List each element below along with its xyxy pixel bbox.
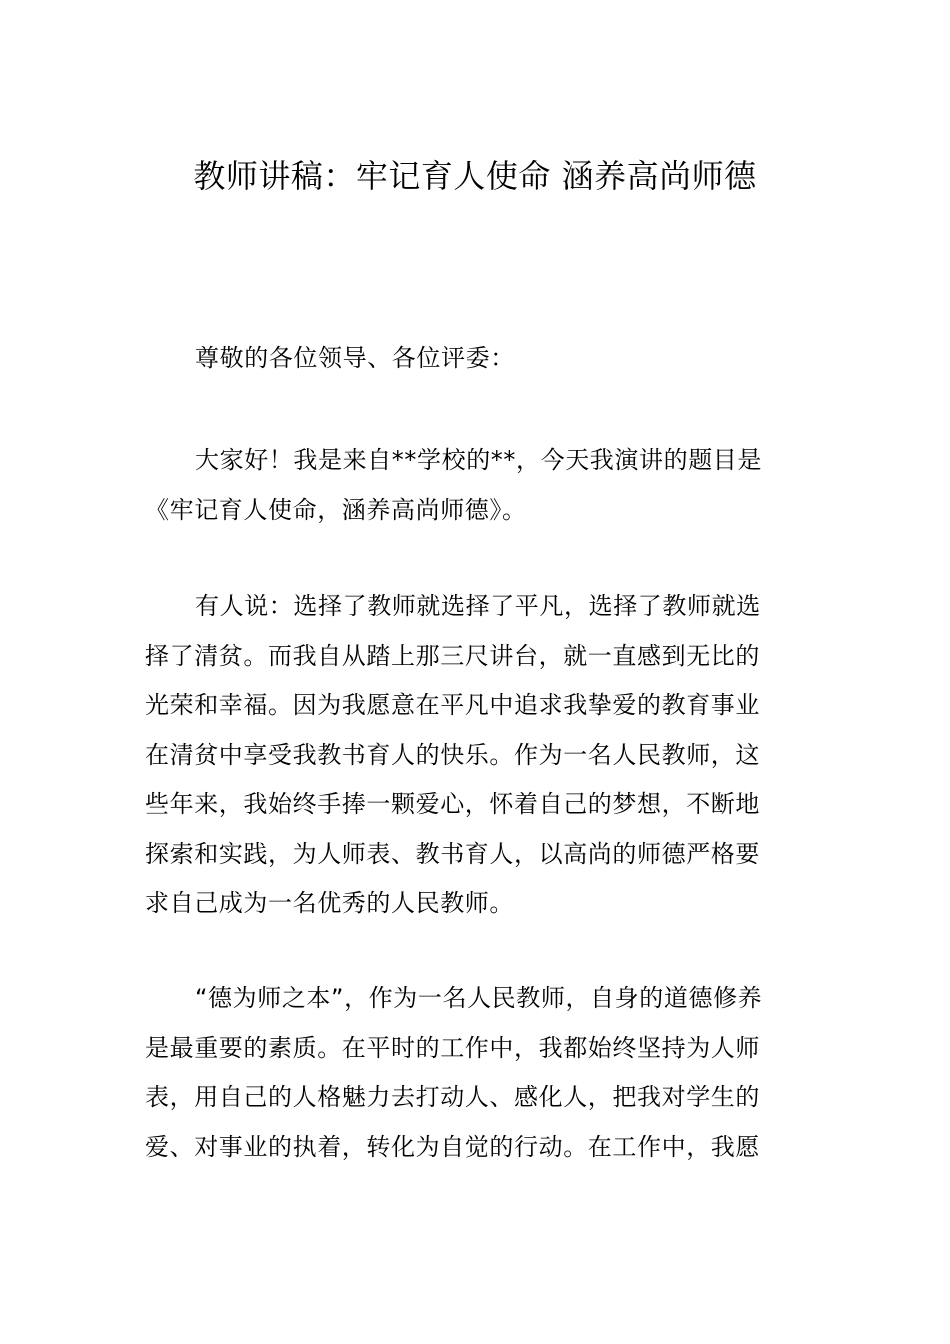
paragraph-line: 大家好！我是来自**学校的**，今天我演讲的题目是 — [195, 446, 762, 474]
paragraph-salutation — [145, 334, 809, 384]
paragraph-line: 在清贫中享受我教书育人的快乐。作为一名人民教师，这 — [145, 740, 760, 769]
paragraph-line: 探索和实践，为人师表、教书育人，以高尚的师德严格要 — [145, 839, 760, 868]
paragraph-line: 是最重要的素质。在平时的工作中，我都始终坚持为人师 — [145, 1033, 760, 1062]
document-title: 教师讲稿：牢记育人使命 涵养高尚师德 — [193, 157, 757, 195]
paragraph-line: 择了清贫。而我自从踏上那三尺讲台，就一直感到无比的 — [145, 641, 760, 670]
paragraph-intro — [145, 582, 809, 929]
paragraph-line: 表，用自己的人格魅力去打动人、感化人，把我对学生的 — [145, 1083, 760, 1111]
paragraph-line: “德为师之本”，作为一名人民教师，自身的道德修养 — [195, 984, 763, 1012]
paragraph-line: 光荣和幸福。因为我愿意在平凡中追求我挚爱的教育事业 — [145, 691, 760, 719]
paragraph-line: 些年来，我始终手捧一颗爱心，怀着自己的梦想，不断地 — [145, 790, 760, 818]
paragraph-morality — [145, 974, 809, 1172]
paragraph-line: 有人说：选择了教师就选择了平凡，选择了教师就选 — [195, 592, 761, 620]
paragraph-line: 求自己成为一名优秀的人民教师。 — [145, 889, 514, 917]
paragraph-line: 尊敬的各位领导、各位评委： — [195, 344, 515, 372]
paragraph-greeting — [145, 436, 809, 535]
paragraph-line: 爱、对事业的执着，转化为自觉的行动。在工作中，我愿 — [145, 1132, 760, 1161]
paragraph-line: 《牢记育人使命，涵养高尚师德》。 — [145, 495, 527, 524]
